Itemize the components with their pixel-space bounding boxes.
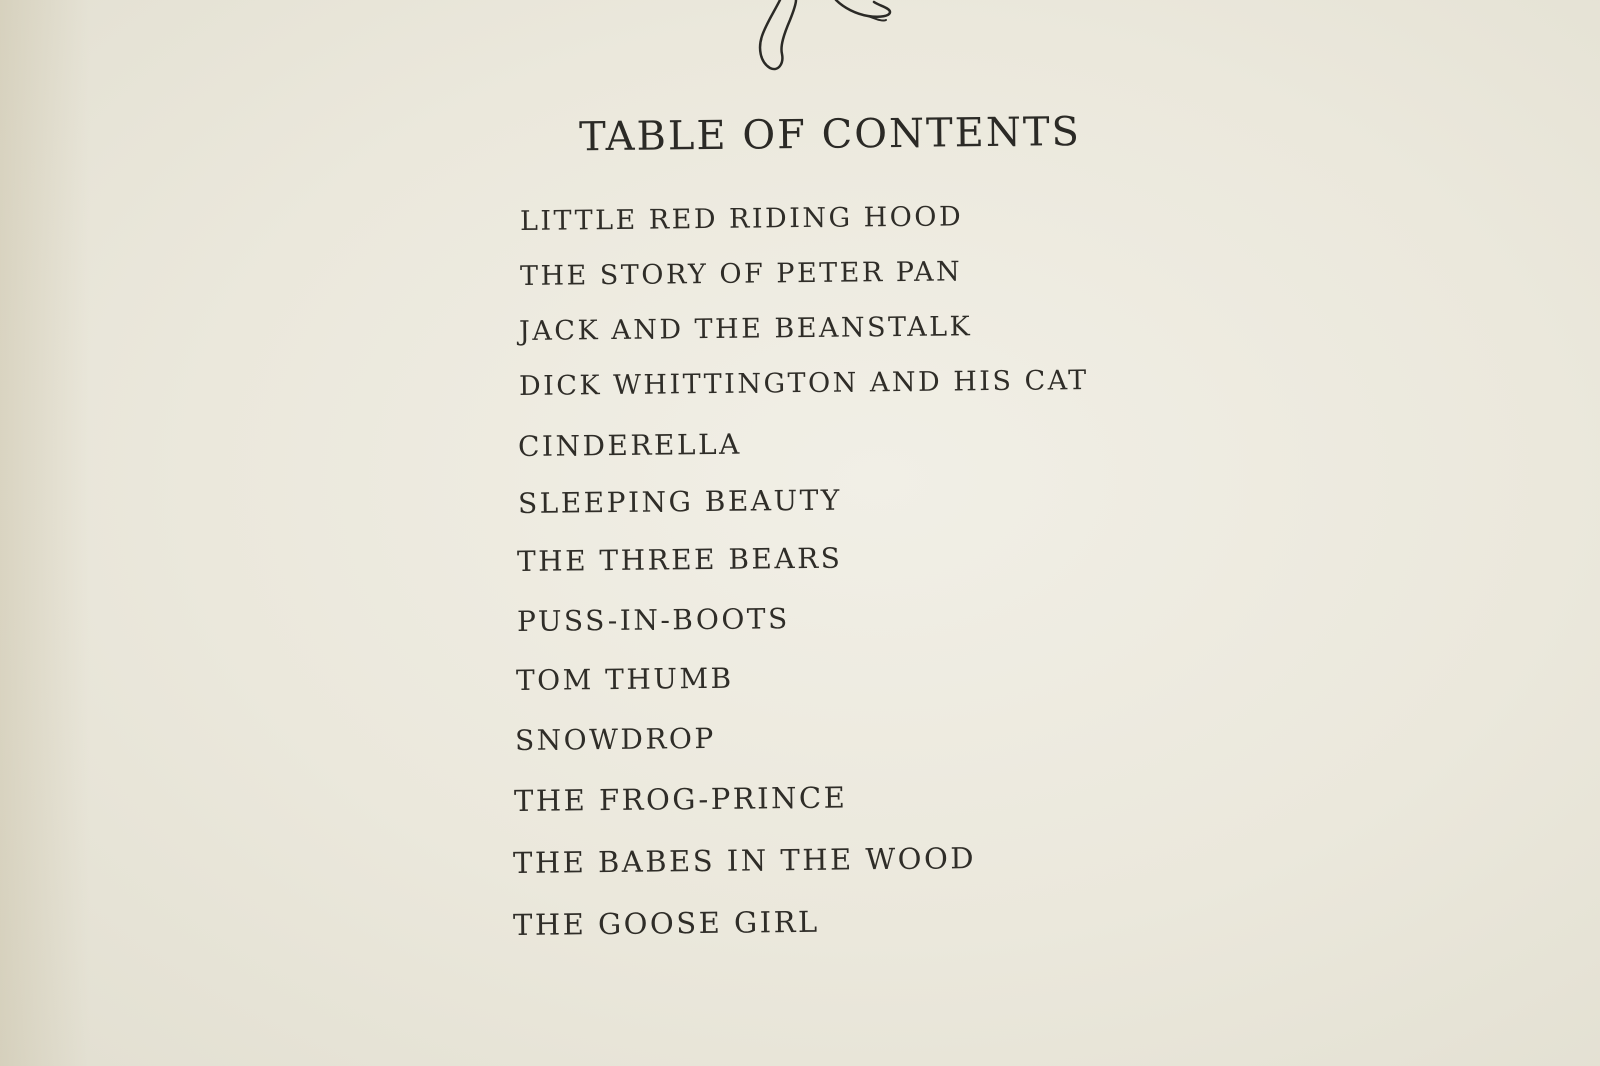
toc-entry: TOM THUMB [515, 661, 734, 697]
page-title: TABLE OF CONTENTS [578, 109, 1082, 161]
toc-entry: CINDERELLA [517, 427, 742, 463]
toc-entry: PUSS-IN-BOOTS [516, 602, 790, 638]
toc-entry: THE STORY OF PETER PAN [519, 256, 963, 292]
toc-entry: THE BABES IN THE WOOD [512, 841, 977, 880]
toc-entry: DICK WHITTINGTON AND HIS CAT [518, 365, 1089, 402]
toc-entry: LITTLE RED RIDING HOOD [519, 201, 964, 237]
toc-entry: JACK AND THE BEANSTALK [518, 311, 973, 347]
toc-entry: THE THREE BEARS [516, 541, 843, 578]
toc-entry: SLEEPING BEAUTY [517, 483, 842, 520]
toc-entry: THE GOOSE GIRL [512, 904, 820, 942]
toc-entry: THE FROG-PRINCE [513, 780, 848, 818]
toc-entry: SNOWDROP [514, 721, 716, 757]
